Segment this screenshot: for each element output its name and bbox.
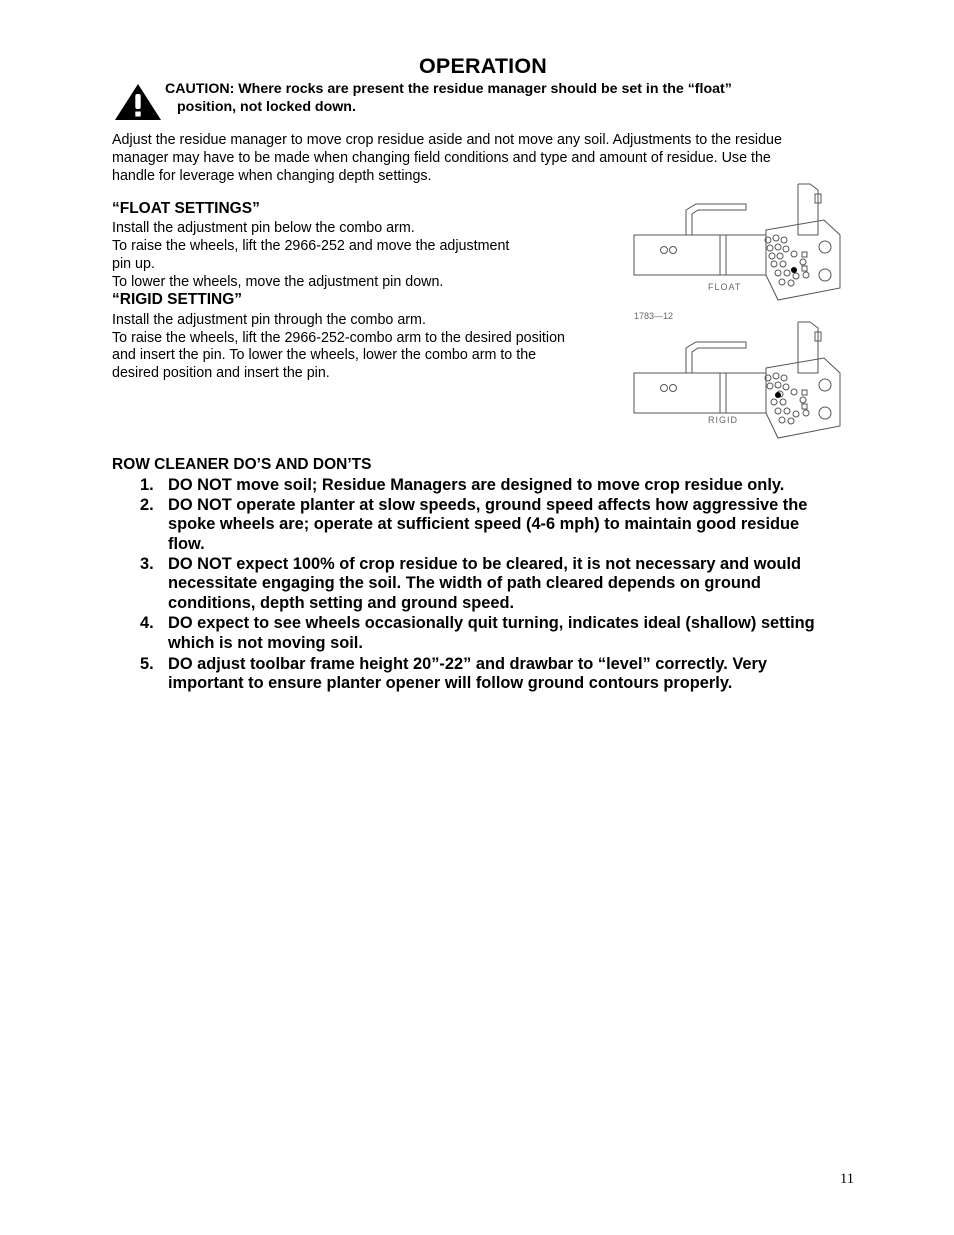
list-item-2-line-2: spoke wheels are; operate at sufficient speed (4-6 mph) to maintain good residue: [168, 515, 800, 533]
list-item-number: 1.: [140, 476, 154, 494]
list-item-number: 3.: [140, 555, 154, 573]
part-number-label: 1783—12: [634, 311, 674, 321]
residue-manager-diagram: [628, 180, 850, 442]
intro-line-2: manager may have to be made when changing field conditions and type and amount of residue. Use the: [112, 150, 771, 166]
caution-warning-icon: [113, 82, 163, 122]
float-settings-line-4: To lower the wheels, move the adjustment pin down.: [112, 274, 444, 290]
intro-line-1: Adjust the residue manager to move crop residue aside and not move any soil. Adjustments to the residue: [112, 132, 782, 148]
list-item-2-line-3: flow.: [168, 535, 205, 553]
list-item-number: 5.: [140, 655, 154, 673]
list-item-5-line-1: DO adjust toolbar frame height 20”-22” and drawbar to “level” correctly. Very: [168, 655, 768, 673]
float-settings-heading: “FLOAT SETTINGS”: [112, 200, 260, 217]
list-item-2-line-1: DO NOT operate planter at slow speeds, ground speed affects how aggressive the: [168, 496, 808, 514]
float-settings-line-3: pin up.: [112, 256, 155, 272]
float-settings-line-2: To raise the wheels, lift the 2966-252 and move the adjustment: [112, 238, 510, 254]
rigid-setting-line-1: Install the adjustment pin through the combo arm.: [112, 312, 426, 328]
page-number: 11: [840, 1171, 854, 1187]
list-item-3-line-2: necessitate engaging the soil. The width of path cleared depends on ground: [168, 574, 761, 592]
row-cleaner-heading: ROW CLEANER DO’S AND DON’TS: [112, 456, 372, 473]
list-item-3-line-1: DO NOT expect 100% of crop residue to be cleared, it is not necessary and would: [168, 555, 802, 573]
list-item-4-line-2: which is not moving soil.: [168, 634, 363, 652]
rigid-pin: [775, 392, 781, 398]
list-item-5-line-2: important to ensure planter opener will follow ground contours properly.: [168, 674, 733, 692]
rigid-setting-heading: “RIGID SETTING”: [112, 291, 243, 308]
rigid-label: RIGID: [708, 415, 739, 425]
float-label: FLOAT: [708, 282, 742, 292]
caution-text-line-2: position, not locked down.: [177, 99, 356, 115]
float-pin: [791, 267, 797, 273]
page-title: OPERATION: [418, 54, 548, 78]
intro-line-3: handle for leverage when changing depth settings.: [112, 168, 432, 184]
float-settings-line-1: Install the adjustment pin below the combo arm.: [112, 220, 415, 236]
list-item-number: 2.: [140, 496, 154, 514]
list-item-1-line-1: DO NOT move soil; Residue Managers are designed to move crop residue only.: [168, 476, 785, 494]
list-item-number: 4.: [140, 614, 154, 632]
rigid-setting-line-4: desired position and insert the pin.: [112, 365, 330, 381]
rigid-setting-line-3: and insert the pin. To lower the wheels, lower the combo arm to the: [112, 347, 537, 363]
caution-text-line-1: CAUTION: Where rocks are present the residue manager should be set in the “float”: [165, 81, 732, 97]
list-item-4-line-1: DO expect to see wheels occasionally quit turning, indicates ideal (shallow) setting: [168, 614, 815, 632]
rigid-setting-line-2: To raise the wheels, lift the 2966-252-combo arm to the desired position: [112, 330, 565, 346]
list-item-3-line-3: conditions, depth setting and ground speed.: [168, 594, 515, 612]
